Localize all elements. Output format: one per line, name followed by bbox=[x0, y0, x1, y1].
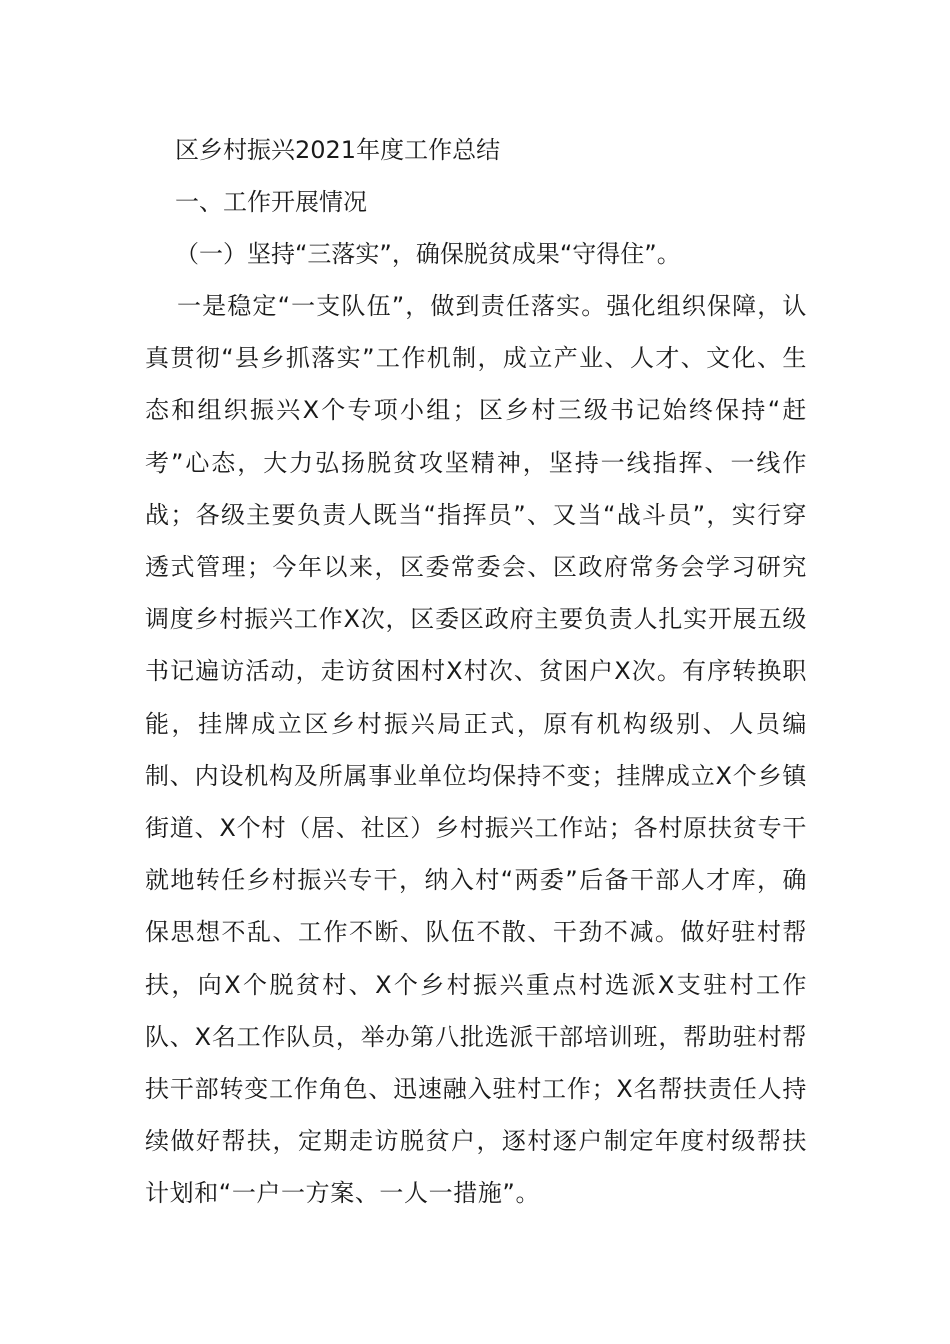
subsection-heading: （一）坚持“三落实”，确保脱贫成果“守得住”。 bbox=[175, 240, 681, 268]
document-title: 区乡村振兴2021年度工作总结 bbox=[175, 136, 501, 164]
body-paragraph: 一是稳定“一支队伍”，做到责任落实。强化组织保障，认真贯彻“县乡抓落实”工作机制，成立产业、人才、文化、生态和组织振兴X个专项小组；区乡村三级书记始终保持“赶考”心态，大力弘扬脱贫攻坚精神，坚持一线指挥、一线作战；各级主要负责人既当“指挥员”、又当“战斗员”，实行穿透式管理；今年以来，区委常委会、区政府常务会学习研究调度乡村振兴工作X次，区委区政府主要负责人扎实开展五级书记遍访活动，走访贫困村X村次、贫困户X次。有序转换职能，挂牌成立区乡村振兴局正式，原有机构级别、人员编制、内设机构及所属事业单位均保持不变；挂牌成立X个乡镇街道、X个村（居、社区）乡村振兴工作站；各村原扶贫专干就地转任乡村振兴专干，纳入村“两委”后备干部人才库，确保思想不乱、工作不断、队伍不散、干劲不减。做好驻村帮扶，向X个脱贫村、X个乡村振兴重点村选派X支驻村工作队、X名工作队员，举办第八批选派干部培训班，帮助驻村帮扶干部转变工作角色、迅速融入驻村工作；X名帮扶责任人持续做好帮扶，定期走访脱贫户，逐村逐户制定年度村级帮扶计划和“一户一方案、一人一措施”。 bbox=[145, 292, 807, 1208]
document-body bbox=[145, 124, 807, 1220]
section-heading: 一、工作开展情况 bbox=[175, 188, 367, 216]
